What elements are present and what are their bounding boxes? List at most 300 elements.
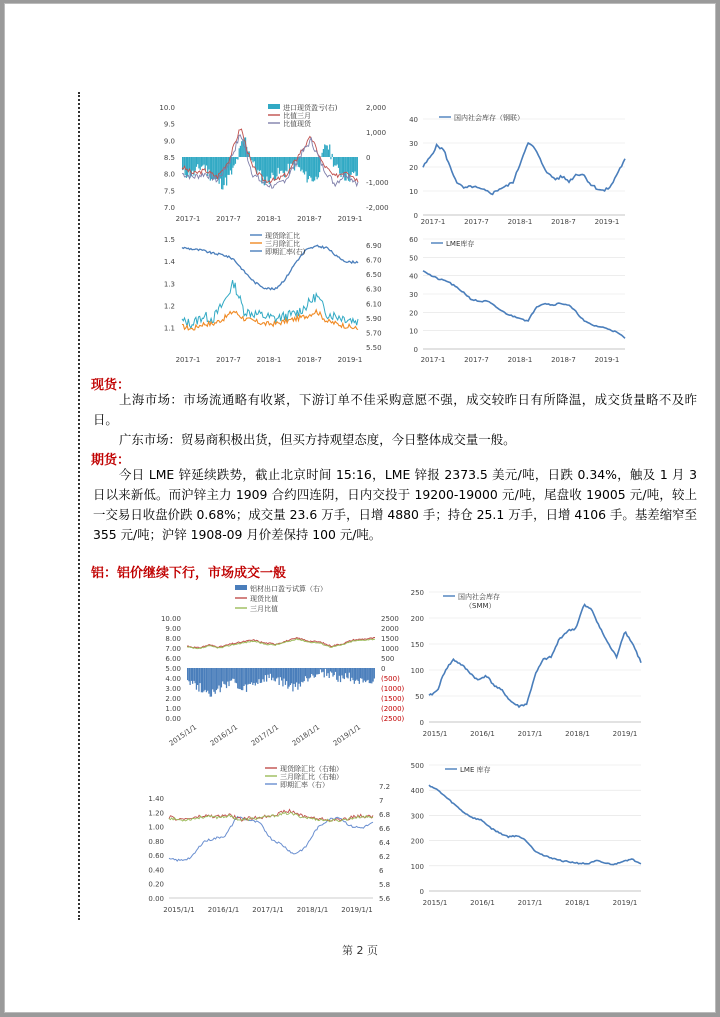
right-tick-label: 6.50 <box>366 271 382 280</box>
import-profit-bar <box>338 157 339 168</box>
import-profit-bar <box>286 157 287 171</box>
import-profit-bar <box>354 157 355 172</box>
y-tick-label: 100 <box>410 862 424 871</box>
import-profit-bar <box>206 157 207 166</box>
y-tick-label: 40 <box>409 272 418 281</box>
right-tick-label: 6.30 <box>366 285 382 294</box>
export-profit-bar <box>330 668 331 672</box>
import-profit-bar <box>221 157 222 189</box>
export-profit-bar <box>215 668 216 694</box>
x-tick-label: 2018-1 <box>507 218 533 226</box>
x-tick-label: 2018-7 <box>551 218 576 226</box>
x-tick-label: 2016/1 <box>470 730 495 738</box>
import-profit-bar <box>330 157 331 159</box>
import-profit-bar <box>275 157 276 180</box>
left-tick-label: 8.0 <box>163 170 175 179</box>
import-profit-bar <box>192 157 193 171</box>
import-profit-bar <box>351 157 352 175</box>
export-profit-bar <box>237 668 238 688</box>
export-profit-bar <box>366 668 367 681</box>
aluminum-social-inventory-chart <box>403 582 649 742</box>
right-tick-label: 5.8 <box>379 881 391 889</box>
x-tick-label: 2018-7 <box>297 215 322 223</box>
legend-label: 三月比值 <box>250 605 278 613</box>
export-profit-bar <box>365 668 366 682</box>
import-profit-bar <box>270 157 271 178</box>
export-profit-bar <box>335 668 336 672</box>
x-tick-label: 2018-1 <box>507 356 533 364</box>
x-tick-label: 2016/1/1 <box>207 906 240 914</box>
import-profit-bar <box>356 157 357 176</box>
x-tick-label: 2018/1/1 <box>290 723 322 748</box>
y-tick-label: 100 <box>410 667 424 675</box>
export-profit-bar <box>373 668 374 682</box>
left-tick-label: 0.80 <box>148 837 164 846</box>
export-profit-bar <box>218 668 219 686</box>
x-tick-label: 2018-7 <box>551 356 576 364</box>
export-profit-bar <box>232 668 233 679</box>
import-profit-bar <box>288 157 289 164</box>
x-tick-label: 2018-1 <box>256 356 282 364</box>
right-tick-label: -1,000 <box>366 179 389 187</box>
export-profit-bar <box>319 668 320 674</box>
zinc-ratio-exchange-chart <box>140 229 400 369</box>
left-tick-label: 7.5 <box>163 187 175 196</box>
y-tick-label: 10 <box>409 188 418 196</box>
import-profit-bar <box>186 157 187 178</box>
export-profit-bar <box>200 668 201 683</box>
left-tick-label: 1.5 <box>163 236 175 244</box>
export-profit-bar <box>238 668 239 689</box>
export-profit-bar <box>253 668 254 683</box>
right-tick-label: (2000) <box>381 705 405 713</box>
y-tick-label: 50 <box>415 693 424 701</box>
export-profit-bar <box>281 668 282 681</box>
left-tick-label: 1.40 <box>148 795 164 803</box>
export-profit-bar <box>292 668 293 691</box>
export-profit-bar <box>284 668 285 679</box>
left-tick-label: 1.00 <box>148 823 164 832</box>
export-profit-bar <box>339 668 340 676</box>
export-profit-bar <box>210 668 211 697</box>
export-profit-bar <box>345 668 346 673</box>
legend-label: 比值三月 <box>283 112 311 120</box>
export-profit-bar <box>315 668 316 677</box>
export-profit-bar <box>317 668 318 674</box>
y-tick-label: 400 <box>410 787 424 796</box>
export-profit-bar <box>233 668 234 679</box>
import-profit-bar <box>265 157 266 183</box>
y-tick-label: 0 <box>419 719 424 727</box>
import-profit-bar <box>334 157 335 165</box>
zinc-import-profit-chart <box>140 97 400 230</box>
y-tick-label: 30 <box>409 140 418 148</box>
import-profit-bar <box>337 157 338 165</box>
social-inventory-line <box>423 143 625 194</box>
export-profit-bar <box>297 668 298 690</box>
legend-label: 即期汇率(右) <box>265 248 306 256</box>
export-profit-bar <box>212 668 213 689</box>
x-tick-label: 2017-7 <box>464 218 489 226</box>
import-profit-bar <box>197 157 198 164</box>
export-profit-bar <box>188 668 189 681</box>
import-profit-bar <box>347 157 348 172</box>
import-profit-bar <box>357 157 358 176</box>
right-tick-label: 2000 <box>381 625 399 633</box>
legend-swatch <box>235 585 247 590</box>
export-profit-bar <box>287 668 288 689</box>
export-profit-bar <box>307 668 308 682</box>
export-profit-bar <box>371 668 372 683</box>
legend-label: 三月除汇比（右轴） <box>280 773 343 781</box>
export-profit-bar <box>216 668 217 690</box>
export-profit-bar <box>327 668 328 673</box>
import-profit-bar <box>283 157 284 173</box>
export-profit-bar <box>243 668 244 686</box>
import-profit-bar <box>260 157 261 170</box>
export-profit-bar <box>294 668 295 684</box>
left-tick-label: 0.00 <box>148 895 164 903</box>
export-profit-bar <box>342 668 343 678</box>
right-tick-label: (1000) <box>381 685 405 693</box>
x-tick-label: 2016/1 <box>470 899 495 907</box>
x-tick-label: 2017-7 <box>216 215 241 223</box>
import-profit-bar <box>342 157 343 173</box>
x-tick-label: 2017-1 <box>420 218 446 226</box>
x-tick-label: 2018-1 <box>256 215 282 223</box>
x-tick-label: 2019/1 <box>612 730 638 738</box>
export-profit-bar <box>231 668 232 681</box>
import-profit-bar <box>273 157 274 175</box>
export-profit-bar <box>256 668 257 683</box>
legend-swatch <box>268 104 280 109</box>
left-tick-label: 0.40 <box>148 866 164 875</box>
right-tick-label: 1,000 <box>366 129 387 137</box>
export-profit-bar <box>360 668 361 678</box>
import-profit-bar <box>279 157 280 174</box>
import-profit-bar <box>325 145 326 157</box>
export-profit-bar <box>306 668 307 678</box>
import-profit-bar <box>254 157 255 161</box>
y-tick-label: 0 <box>413 346 418 354</box>
export-profit-bar <box>346 668 347 678</box>
export-profit-bar <box>359 668 360 684</box>
import-profit-bar <box>313 157 314 182</box>
import-profit-bar <box>263 157 264 177</box>
y-tick-label: 200 <box>410 615 424 623</box>
export-profit-bar <box>252 668 253 685</box>
export-profit-bar <box>361 668 362 679</box>
aluminum-lme-inventory-chart <box>403 759 649 911</box>
x-tick-label: 2018/1/1 <box>296 906 329 914</box>
y-tick-label: 60 <box>409 236 418 244</box>
import-profit-bar <box>335 157 336 166</box>
export-profit-bar <box>228 668 229 686</box>
import-profit-bar <box>208 157 209 170</box>
legend-label: 国内社会库存（钢联） <box>454 114 524 122</box>
export-profit-bar <box>337 668 338 682</box>
export-profit-bar <box>334 668 335 675</box>
import-profit-bar <box>300 157 301 171</box>
export-profit-bar <box>322 668 323 672</box>
export-profit-bar <box>354 668 355 684</box>
x-tick-label: 2019/1/1 <box>331 723 363 748</box>
x-tick-label: 2019-1 <box>337 215 363 223</box>
import-profit-bar <box>236 157 237 159</box>
left-tick-label: 0.00 <box>165 715 181 723</box>
x-tick-label: 2017/1/1 <box>249 723 281 748</box>
import-profit-bar <box>224 157 225 185</box>
legend-label: （SMM） <box>465 602 496 610</box>
import-profit-bar <box>332 154 333 157</box>
export-profit-bar <box>226 668 227 688</box>
import-profit-bar <box>329 145 330 158</box>
import-profit-bar <box>315 157 316 177</box>
x-tick-label: 2019-1 <box>337 356 363 364</box>
spot-shanghai-paragraph: 上海市场：市场流通略有收紧，下游订单不佳采购意愿不强，成交较昨日有所降温，成交货量略不及昨日。 <box>93 392 697 427</box>
right-tick-label: 5.70 <box>366 329 382 338</box>
export-profit-bar <box>295 668 296 687</box>
import-profit-bar <box>240 146 241 157</box>
export-profit-bar <box>340 668 341 682</box>
three-month-ratio-line <box>187 639 375 649</box>
lme-inventory-line <box>423 271 625 339</box>
social-inventory-line <box>429 605 641 707</box>
export-profit-bar <box>369 668 370 683</box>
y-tick-label: 0 <box>413 212 418 220</box>
right-tick-label: 0 <box>366 154 371 162</box>
right-tick-label: 6.6 <box>379 825 391 833</box>
x-tick-label: 2019/1/1 <box>341 906 373 914</box>
import-profit-bar <box>328 150 329 157</box>
import-profit-bar <box>333 157 334 167</box>
export-profit-bar <box>267 668 268 675</box>
y-tick-label: 40 <box>409 116 418 124</box>
export-profit-bar <box>324 668 325 677</box>
export-profit-bar <box>311 668 312 674</box>
import-profit-bar <box>203 157 204 165</box>
import-profit-bar <box>295 157 296 160</box>
left-tick-label: 8.5 <box>163 154 175 162</box>
left-tick-label: 1.2 <box>163 302 175 311</box>
export-profit-bar <box>300 668 301 687</box>
export-profit-bar <box>349 668 350 673</box>
export-profit-bar <box>331 668 332 673</box>
export-profit-bar <box>309 668 310 678</box>
export-profit-bar <box>289 668 290 687</box>
import-profit-bar <box>303 157 304 173</box>
export-profit-bar <box>301 668 302 682</box>
export-profit-bar <box>217 668 218 689</box>
export-profit-bar <box>190 668 191 685</box>
x-tick-label: 2019-1 <box>594 218 620 226</box>
export-profit-bar <box>270 668 271 674</box>
export-profit-bar <box>230 668 231 681</box>
export-profit-bar <box>197 668 198 685</box>
import-profit-bar <box>201 157 202 167</box>
export-profit-bar <box>191 668 192 681</box>
import-profit-bar <box>268 157 269 182</box>
export-profit-bar <box>255 668 256 686</box>
import-profit-bar <box>271 157 272 173</box>
left-tick-label: 1.1 <box>163 324 175 333</box>
import-profit-bar <box>310 157 311 178</box>
import-profit-bar <box>210 157 211 181</box>
left-tick-label: 6.00 <box>165 655 181 663</box>
legend-label: 现货比值 <box>250 595 278 603</box>
import-profit-bar <box>274 157 275 181</box>
import-profit-bar <box>290 157 291 164</box>
left-tick-label: 1.00 <box>165 705 181 713</box>
export-profit-bar <box>192 668 193 684</box>
export-profit-bar <box>358 668 359 681</box>
import-profit-bar <box>226 157 227 186</box>
legend-label: 比值现货 <box>283 120 311 128</box>
import-profit-bar <box>317 157 318 179</box>
left-tick-label: 10.0 <box>159 104 175 112</box>
import-profit-bar <box>324 144 325 157</box>
import-profit-bar <box>257 157 258 170</box>
export-profit-bar <box>310 668 311 678</box>
right-tick-label: 5.50 <box>366 344 382 352</box>
import-profit-bar <box>202 157 203 166</box>
export-profit-bar <box>221 668 222 687</box>
export-profit-bar <box>374 668 375 679</box>
import-profit-bar <box>318 157 319 177</box>
right-tick-label: 6.10 <box>366 300 382 309</box>
zinc-lme-inventory-chart <box>401 229 633 369</box>
export-profit-bar <box>220 668 221 692</box>
export-profit-bar <box>350 668 351 681</box>
export-profit-bar <box>213 668 214 692</box>
x-tick-label: 2017-1 <box>175 215 201 223</box>
export-profit-bar <box>205 668 206 690</box>
export-profit-bar <box>193 668 194 681</box>
import-profit-bar <box>339 157 340 174</box>
export-profit-bar <box>312 668 313 676</box>
import-profit-bar <box>219 157 220 184</box>
export-profit-bar <box>202 668 203 692</box>
import-profit-bar <box>252 157 253 162</box>
export-profit-bar <box>258 668 259 679</box>
export-profit-bar <box>305 668 306 676</box>
left-tick-label: 9.0 <box>163 137 175 146</box>
import-profit-bar <box>232 157 233 168</box>
page-number: 第 2 页 <box>342 944 378 957</box>
y-tick-label: 250 <box>410 589 424 597</box>
left-tick-label: 9.00 <box>165 625 181 633</box>
export-profit-bar <box>196 668 197 690</box>
export-profit-bar <box>290 668 291 685</box>
export-profit-bar <box>262 668 263 679</box>
left-tick-label: 7.00 <box>165 645 181 653</box>
export-profit-bar <box>265 668 266 675</box>
export-profit-bar <box>368 668 369 680</box>
right-tick-label: 6.2 <box>379 853 391 861</box>
export-profit-bar <box>225 668 226 685</box>
export-profit-bar <box>260 668 261 683</box>
export-profit-bar <box>336 668 337 680</box>
left-tick-label: 1.3 <box>163 280 175 289</box>
import-profit-bar <box>251 157 252 160</box>
x-tick-label: 2017/1 <box>517 730 543 738</box>
legend-label: 进口现货盈亏(右) <box>283 104 338 112</box>
export-profit-bar <box>201 668 202 692</box>
export-profit-bar <box>321 668 322 672</box>
import-profit-bar <box>237 157 238 160</box>
futures-paragraph: 今日 LME 锌延续跌势，截止北京时间 15:16，LME 锌报 2373.5 美元/吨，日跌 0.34%，触及 1 月 3 日以来新低。而沪锌主力 1909 合约四连阴，日内交投于 19200-19000 元/吨，尾盘收 19005 元/吨，较上一交易日收盘价跌 0.68%；成交量 23.6 万手，日增 4880 手；持仓 25.1 万手，日增 4106 手。基差缩窄至 355 元/吨；沪锌 1908-09 月价差保持 100 元/吨。 <box>93 467 697 542</box>
left-tick-label: 8.00 <box>165 635 181 643</box>
import-profit-bar <box>266 157 267 177</box>
export-profit-bar <box>223 668 224 684</box>
export-profit-bar <box>344 668 345 679</box>
export-profit-bar <box>235 668 236 683</box>
export-profit-bar <box>241 668 242 690</box>
export-profit-bar <box>329 668 330 678</box>
x-tick-label: 2015/1 <box>422 899 448 907</box>
import-profit-bar <box>280 157 281 171</box>
export-profit-bar <box>246 668 247 692</box>
import-profit-bar <box>308 157 309 179</box>
export-profit-bar <box>304 668 305 681</box>
left-tick-label: 10.00 <box>160 615 181 623</box>
export-profit-bar <box>261 668 262 683</box>
y-tick-label: 150 <box>410 641 424 649</box>
x-tick-label: 2016/1/1 <box>208 723 240 748</box>
export-profit-bar <box>236 668 237 683</box>
y-tick-label: 50 <box>409 254 418 263</box>
export-profit-bar <box>245 668 246 685</box>
legend-label: LME库存 <box>446 240 475 248</box>
export-profit-bar <box>187 668 188 680</box>
import-profit-bar <box>327 146 328 158</box>
import-profit-bar <box>188 157 189 170</box>
right-tick-label: 7 <box>379 797 384 805</box>
export-profit-bar <box>286 668 287 681</box>
import-profit-bar <box>187 157 188 177</box>
legend-label: 现货除汇比 <box>265 232 300 240</box>
right-tick-label: 5.90 <box>366 314 382 323</box>
export-profit-bar <box>341 668 342 675</box>
right-tick-label: 6.90 <box>366 242 382 250</box>
export-profit-bar <box>211 668 212 697</box>
import-profit-bar <box>305 157 306 171</box>
y-tick-label: 20 <box>409 309 418 318</box>
right-tick-label: 6 <box>379 867 384 875</box>
right-tick-label: 2,000 <box>366 104 387 112</box>
left-tick-label: 4.00 <box>165 675 181 683</box>
right-tick-label: (1500) <box>381 695 405 703</box>
export-profit-bar <box>251 668 252 682</box>
right-tick-label: (500) <box>381 675 400 683</box>
export-profit-bar <box>266 668 267 682</box>
export-profit-bar <box>195 668 196 683</box>
import-profit-bar <box>285 157 286 171</box>
import-profit-bar <box>299 157 300 167</box>
x-tick-label: 2017-1 <box>175 356 201 364</box>
spot-guangdong-paragraph: 广东市场：贸易商积极出货，但买方持观望态度，今日整体成交量一般。 <box>119 432 516 447</box>
aluminum-ratio-exchange-chart <box>145 764 395 919</box>
three-month-ratio-line <box>169 812 373 821</box>
y-tick-label: 20 <box>409 164 418 172</box>
x-tick-label: 2015/1/1 <box>167 723 199 748</box>
spot-heading: 现货： <box>91 378 131 393</box>
export-profit-bar <box>347 668 348 678</box>
export-profit-bar <box>207 668 208 691</box>
legend-label: 即期汇率（右） <box>280 781 329 789</box>
export-profit-bar <box>206 668 207 692</box>
right-tick-label: 6.70 <box>366 256 382 265</box>
